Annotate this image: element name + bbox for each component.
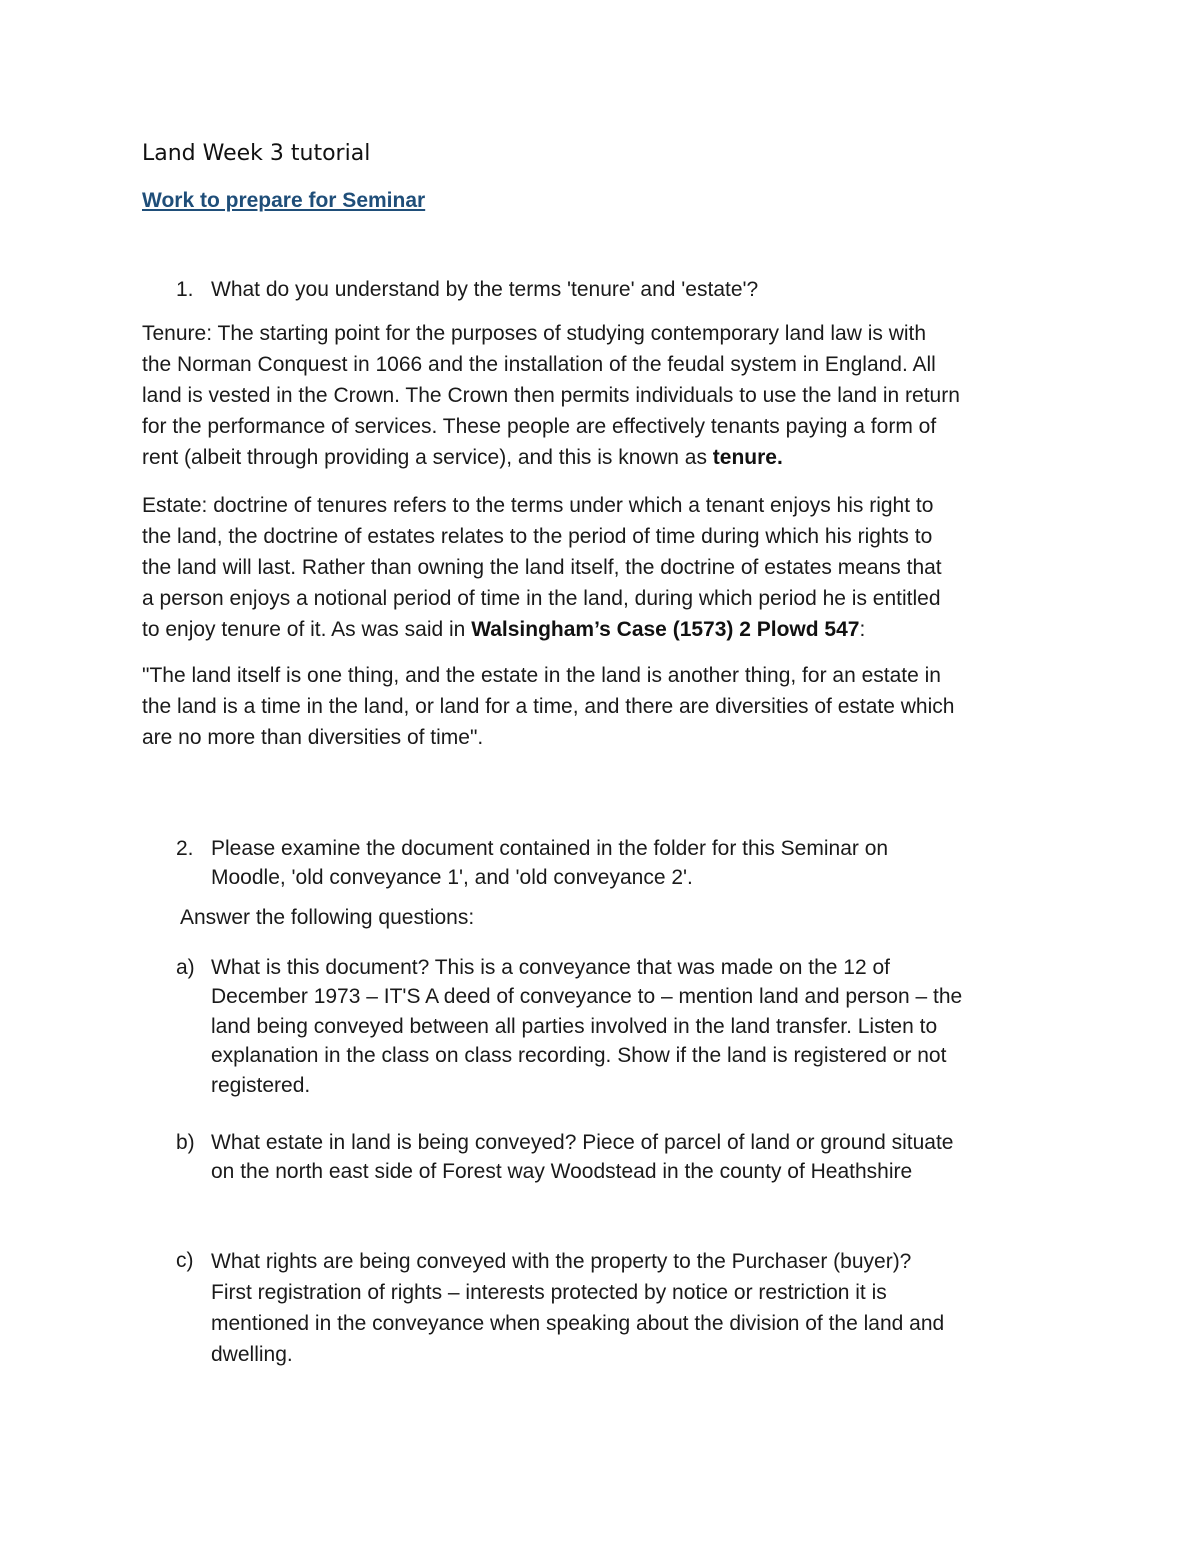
paragraph-line — [142, 614, 1072, 645]
answer-intro: Answer the following questions: — [180, 906, 475, 929]
paragraph-line: the land will last. Rather than owning the land itself, the doctrine of estates means that — [142, 556, 942, 579]
answer-line: mentioned in the conveyance when speaking about the division of the land and — [211, 1312, 945, 1335]
paragraph-line: a person enjoys a notional period of time in the land, during which period he is entitled — [142, 587, 941, 610]
question-2 — [176, 834, 1076, 892]
sub-question-body — [211, 1246, 1076, 1370]
paragraph-line: the Norman Conquest in 1066 and the installation of the feudal system in England. All — [142, 353, 936, 376]
sub-question-a — [176, 953, 1076, 1100]
sub-question-body — [211, 1128, 1076, 1187]
quote-paragraph — [142, 660, 1072, 753]
paragraph-text: to enjoy tenure of it. As was said in — [142, 618, 472, 641]
paragraph-line: land is vested in the Crown. The Crown then permits individuals to use the land in return — [142, 384, 960, 407]
question-line: Please examine the document contained in the folder for this Seminar on — [211, 837, 889, 860]
paragraph-text: : — [859, 618, 866, 641]
question-text: What do you understand by the terms 'tenure' and 'estate'? — [211, 278, 759, 301]
paragraph-line — [142, 442, 1072, 473]
paragraph-line: are no more than diversities of time". — [142, 726, 484, 749]
answer-line: What estate in land is being conveyed? Piece of parcel of land or ground situate — [211, 1131, 954, 1154]
sub-question-label: b) — [176, 1131, 195, 1154]
document-title: Land Week 3 tutorial — [142, 141, 371, 166]
paragraph-text: rent (albeit through providing a service), and this is known as — [142, 446, 713, 469]
sub-question-label: a) — [176, 956, 195, 979]
paragraph-line: "The land itself is one thing, and the estate in the land is another thing, for an estate in — [142, 664, 941, 687]
paragraph-line: the land, the doctrine of estates relates to the period of time during which his rights to — [142, 525, 933, 548]
answer-line: registered. — [211, 1073, 311, 1097]
sub-question-c — [176, 1246, 1076, 1370]
answer-line: What is this document? This is a conveyance that was made on the 12 of — [211, 956, 890, 979]
answer-line: land being conveyed between all parties involved in the land transfer. Listen to — [211, 1014, 938, 1038]
answer-line: explanation in the class on class recording. Show if the land is registered or not — [211, 1044, 947, 1068]
answer-line: on the north east side of Forest way Woodstead in the county of Heathshire — [211, 1160, 913, 1184]
question-text — [211, 834, 1076, 892]
bold-term-tenure: tenure. — [712, 446, 783, 469]
question-number: 2. — [176, 837, 194, 860]
question-line: Moodle, 'old conveyance 1', and 'old conveyance 2'. — [211, 866, 693, 889]
answer-line: What rights are being conveyed with the property to the Purchaser (buyer)? — [211, 1250, 912, 1273]
answer-line: dwelling. — [211, 1343, 293, 1366]
paragraph-line: Estate: doctrine of tenures refers to the terms under which a tenant enjoys his right to — [142, 494, 934, 517]
answer-line: First registration of rights – interests protected by notice or restriction it is — [211, 1281, 887, 1304]
case-citation: Walsingham’s Case (1573) 2 Plowd 547 — [471, 618, 860, 641]
sub-question-label: c) — [176, 1249, 194, 1272]
paragraph-line: the land is a time in the land, or land for a time, and there are diversities of estate which — [142, 695, 955, 718]
paragraph-line: Tenure: The starting point for the purposes of studying contemporary land law is with — [142, 322, 927, 345]
answer-line: December 1973 – IT'S A deed of conveyance to – mention land and person – the — [211, 985, 963, 1009]
tenure-paragraph — [142, 318, 1072, 473]
question-number: 1. — [176, 278, 194, 301]
section-heading-seminar-prep: Work to prepare for Seminar — [142, 189, 426, 212]
question-1 — [176, 275, 1076, 304]
sub-question-body — [211, 953, 1076, 1100]
sub-question-b — [176, 1128, 1076, 1187]
estate-paragraph — [142, 490, 1072, 645]
paragraph-line: for the performance of services. These people are effectively tenants paying a form of — [142, 415, 937, 438]
